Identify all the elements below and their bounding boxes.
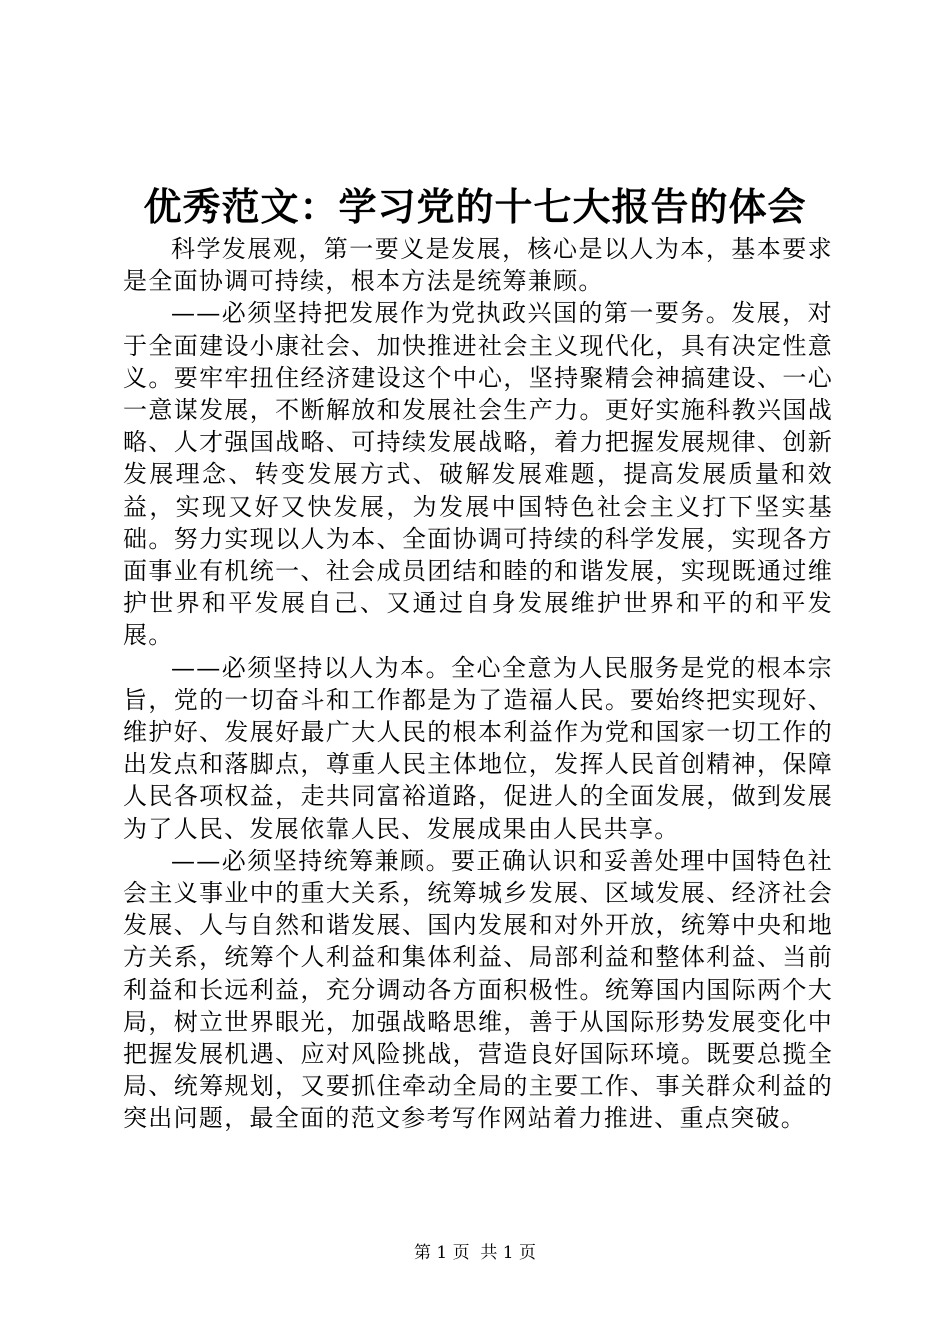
- page-footer: 第 1 页 共 1 页: [413, 1243, 537, 1263]
- document-body: [123, 233, 833, 1135]
- document-title: 优秀范文：学习党的十七大报告的体会: [143, 185, 807, 229]
- paragraph-intro: 科学发展观，第一要义是发展，核心是以人为本，基本要求是全面协调可持续，根本方法是统筹兼顾。: [123, 235, 833, 296]
- paragraph-development: ——必须坚持把发展作为党执政兴国的第一要务。发展，对于全面建设小康社会、加快推进社会主义现代化，具有决定性意义。要牢牢扭住经济建设这个中心，坚持聚精会神搞建设、一心一意谋发展，不断解放和发展社会生产力。更好实施科教兴国战略、人才强国战略、可持续发展战略，着力把握发展规律、创新发展理念、转变发展方式、破解发展难题，提高发展质量和效益，实现又好又快发展，为发展中国特色社会主义打下坚实基础。努力实现以人为本、全面协调可持续的科学发展，实现各方面事业有机统一、社会成员团结和睦的和谐发展，实现既通过维护世界和平发展自己、又通过自身发展维护世界和平的和平发展。: [123, 299, 833, 650]
- paragraph-people-first: ——必须坚持以人为本。全心全意为人民服务是党的根本宗旨，党的一切奋斗和工作都是为了造福人民。要始终把实现好、维护好、发展好最广大人民的根本利益作为党和国家一切工作的出发点和落脚点，尊重人民主体地位，发挥人民首创精神，保障人民各项权益，走共同富裕道路，促进人的全面发展，做到发展为了人民、发展依靠人民、发展成果由人民共享。: [123, 653, 833, 843]
- paragraph-overall-planning: ——必须坚持统筹兼顾。要正确认识和妥善处理中国特色社会主义事业中的重大关系，统筹城乡发展、区域发展、经济社会发展、人与自然和谐发展、国内发展和对外开放，统筹中央和地方关系，统筹个人利益和集体利益、局部利益和整体利益、当前利益和长远利益，充分调动各方面积极性。统筹国内国际两个大局，树立世界眼光，加强战略思维，善于从国际形势发展变化中把握发展机遇、应对风险挑战，营造良好国际环境。既要总揽全局、统筹规划，又要抓住牵动全局的主要工作、事关群众利益的突出问题，最全面的范文参考写作网站着力推进、重点突破。: [123, 846, 833, 1133]
